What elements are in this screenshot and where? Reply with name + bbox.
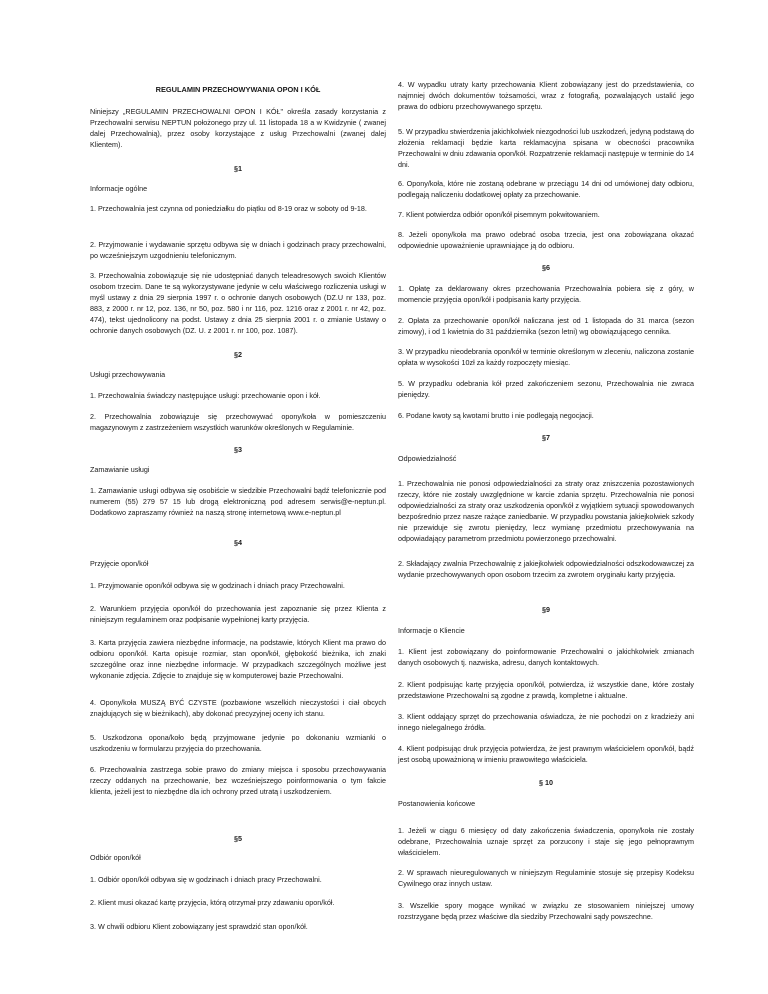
section-4-paragraph-6: 6. Przechowalnia zastrzega sobie prawo do zmiany miejsca i sposobu przechowywania rzeczy oddanych na przechowanie, bez wcześniejszego poinformowania o tym fakcie klienta, jeżeli jest to niezbędne dla ich ochrony przed utratą i uszkodzeniem.: [90, 765, 386, 796]
section-5-title: Odbiór opon/kół: [90, 853, 141, 862]
section-6-heading: §6: [542, 263, 550, 272]
section-1-paragraph-3: 3. Przechowalnia zobowiązuje się nie udostępniać danych teleadresowych swoich Klientów osobom trzecim. Dane te są wykorzystywane jedynie w celu właściwego rozliczenia usługi w myśl ustawy z dnia 29 sierpnia 1997 r. o ochronie danych osobowych (DZ.U nr 133, poz. 883, z 2000 r. nr 12, poz. 136, nr 50, poz. 580 i nr 116, poz. 1216 oraz z 2001 r. nr 42, poz. 474), tekst ujednolicony na podst. Ustawy z dnia 25 sierpnia 2001 r. o zmianie Ustawy o ochronie danych osobowych (DZ. U. z 2001 r. nr 100, poz. 1087).: [90, 271, 386, 335]
section-5-paragraph-2: 2. Klient musi okazać kartę przyjęcia, którą otrzymał przy zdawaniu opon/kół.: [90, 898, 335, 907]
section-4-heading: §4: [234, 538, 242, 547]
section-4-title: Przyjęcie opon/kół: [90, 559, 149, 568]
section-5-paragraph-1: 1. Odbiór opon/kół odbywa się w godzinach i dniach pracy Przechowalni.: [90, 875, 322, 884]
section-10-heading: § 10: [539, 778, 553, 787]
section-4-paragraph-2: 2. Warunkiem przyjęcia opon/kół do przechowania jest zapoznanie się przez Klienta z niniejszym regulaminem oraz podpisanie wypełnionej karty przyjęcia.: [90, 604, 386, 624]
section-9-paragraph-3: 3. Klient oddający sprzęt do przechowania oświadcza, że nie pochodzi on z kradzieży ani innego nielegalnego źródła.: [398, 712, 694, 732]
section-7-paragraph-1: 1. Przechowalnia nie ponosi odpowiedzialności za straty oraz zniszczenia pozostawionych rzeczy, które nie zostały uwzględnione w karcie zdania sprzętu. Przechowalnia nie ponosi odpowiedzialności za straty oraz uszkodzenia opon/kół z wyjątkiem sytuacji spowodowanych bezpośrednio przez nasze rażące zaniedbanie. W przypadku powstania jakiejkolwiek szkody nie przewiduje się zwrotu pieniędzy, lecz wymianę przedmiotu przechowywania na odpowiadający parametrom przedmiotu powierzonego przechowalni.: [398, 479, 694, 543]
section-5-paragraph-4: 4. W wypadku utraty karty przechowania Klient zobowiązany jest do przedstawienia, co najmniej dwóch dokumentów tożsamości, wraz z fotografią, pozwalających ustalić jego prawa do odbioru przechowywanego sprzętu.: [398, 80, 694, 111]
section-9-paragraph-2: 2. Klient podpisując kartę przyjęcia opon/kół, potwierdza, iż wszystkie dane, które zostały przedstawione Przechowalni są zgodne z prawdą, kompletne i aktualne.: [398, 680, 694, 700]
section-5-paragraph-8: 8. Jeżeli opony/koła ma prawo odebrać osoba trzecia, jest ona zobowiązana okazać odpowiednie upoważnienie uprawniające ją do odbioru.: [398, 230, 694, 250]
section-4-paragraph-3: 3. Karta przyjęcia zawiera niezbędne informacje, na podstawie, których Klient ma prawo do odbioru opon/kół. Karta opisuje rozmiar, stan opon/kół, głębokość bieżnika, ich znaki szczególne oraz inne niezbędne informacje. W przypadkach szczególnych możliwe jest wykonanie zdjęcia. Zdjęcie to znajduje się w komputerowej bazie Przechowalni.: [90, 638, 386, 680]
section-3-title: Zamawianie usługi: [90, 465, 150, 474]
section-2-heading: §2: [234, 350, 242, 359]
section-1-paragraph-1: 1. Przechowalnia jest czynna od poniedziałku do piątku od 8-19 oraz w soboty od 9-18.: [90, 204, 367, 213]
document-title: REGULAMIN PRZECHOWYWANIA OPON I KÓŁ: [155, 85, 321, 94]
section-5-heading: §5: [234, 834, 242, 843]
section-5-paragraph-5: 5. W przypadku stwierdzenia jakichkolwiek niezgodności lub uszkodzeń, jedyną podstawą do złożenia reklamacji będzie karta reklamacyjna spisana w obecności pracownika Przechowalni w dniu zdawania opon/kół. Rozpatrzenie reklamacji następuje w terminie do 14 dni.: [398, 127, 694, 169]
section-6-paragraph-3: 3. W przypadku nieodebrania opon/kół w terminie określonym w zleceniu, naliczona zostanie opłata w wysokości 10zł za każdy rozpoczęty miesiąc.: [398, 347, 694, 367]
section-1-heading: §1: [234, 164, 242, 173]
section-9-paragraph-1: 1. Klient jest zobowiązany do poinformowanie Przechowalni o jakichkolwiek zmianach danych osobowych tj. nazwiska, adresu, danych kontaktowych.: [398, 647, 694, 667]
section-3-paragraph-1: 1. Zamawianie usługi odbywa się osobiście w siedzibie Przechowalni bądź telefonicznie pod numerem (55) 279 57 15 lub drogą elektroniczną pod adresem serwis@e-neptun.pl. Dodatkowo zapraszamy również na naszą stronę internetową www.e-neptun.pl: [90, 486, 386, 517]
section-4-paragraph-4: 4. Opony/koła MUSZĄ BYĆ CZYSTE (pozbawione wszelkich nieczystości i ciał obcych znajdujących się w bieżnikach), aby dokonać precyzyjnej oceny ich stanu.: [90, 698, 386, 718]
section-10-paragraph-1: 1. Jeżeli w ciągu 6 miesięcy od daty zakończenia świadczenia, opony/koła nie zostały odebrane, Przechowalnia uznaje sprzęt za porzucony i staje się jego pełnoprawnym właścicielem.: [398, 826, 694, 857]
section-7-heading: §7: [542, 433, 550, 442]
section-2-paragraph-2: 2. Przechowalnia zobowiązuje się przechowywać opony/koła w pomieszczeniu magazynowym z zastrzeżeniem wszystkich warunków określonych w Regulaminie.: [90, 412, 386, 432]
section-2-paragraph-1: 1. Przechowalnia świadczy następujące usługi: przechowanie opon i kół.: [90, 391, 321, 400]
section-6-paragraph-2: 2. Opłata za przechowanie opon/kół naliczana jest od 1 listopada do 31 marca (sezon zimowy), i od 1 kwietnia do 31 października (sezon letni) wg obowiązującego cennika.: [398, 316, 694, 336]
section-9-heading: §9: [542, 605, 550, 614]
section-1-paragraph-2: 2. Przyjmowanie i wydawanie sprzętu odbywa się w dniach i godzinach pracy przechowalni, po wcześniejszym uzgodnieniu telefonicznym.: [90, 240, 386, 260]
section-9-paragraph-4: 4. Klient podpisując druk przyjęcia potwierdza, że jest prawnym właścicielem opon/kół, bądź jest osobą upoważnioną w imieniu prawowitego właściciela.: [398, 744, 694, 764]
section-10-paragraph-3: 3. Wszelkie spory mogące wynikać w związku ze stosowaniem niniejszej umowy rozstrzygane będą przez właściwe dla siedziby Przechowalni sądy powszechne.: [398, 901, 694, 921]
section-3-heading: §3: [234, 445, 242, 454]
section-5-paragraph-7: 7. Klient potwierdza odbiór opon/kół pisemnym pokwitowaniem.: [398, 210, 600, 219]
section-10-title: Postanowienia końcowe: [398, 799, 476, 808]
section-9-title: Informacje o Kliencie: [398, 626, 465, 635]
section-2-title: Usługi przechowywania: [90, 370, 166, 379]
section-10-paragraph-2: 2. W sprawach nieuregulowanych w niniejszym Regulaminie stosuje się przepisy Kodeksu Cywilnego oraz innych ustaw.: [398, 868, 694, 888]
section-4-paragraph-5: 5. Uszkodzona opona/koło będą przyjmowane jedynie po dokonaniu wzmianki o uszkodzeniu w formularzu przyjęcia do przechowania.: [90, 733, 386, 753]
section-4-paragraph-1: 1. Przyjmowanie opon/kół odbywa się w godzinach i dniach pracy Przechowalni.: [90, 581, 345, 590]
section-7-paragraph-2: 2. Składający zwalnia Przechowalnię z jakiejkolwiek odpowiedzialności odszkodowawczej za wydanie przechowywanych opon osobom trzecim za zwrotem oryginału karty przyjęcia.: [398, 559, 694, 579]
section-5-paragraph-6: 6. Opony/koła, które nie zostaną odebrane w przeciągu 14 dni od umówionej daty odbioru, podlegają naliczeniu dodatkowej opłaty za przechowanie.: [398, 179, 694, 199]
section-5-paragraph-3: 3. W chwili odbioru Klient zobowiązany jest sprawdzić stan opon/kół.: [90, 922, 308, 931]
intro-paragraph: Niniejszy „REGULAMIN PRZECHOWALNI OPON I KÓŁ" określa zasady korzystania z Przechowalni serwisu NEPTUN położonego przy ul. 11 listopada 18 a w Kwidzynie ( zwanej dalej Przechowalnią), przez osoby korzystające z usług Przechowalni (zwanej dalej Klientem).: [90, 107, 386, 149]
section-7-title: Odpowiedzialność: [398, 454, 457, 463]
section-6-paragraph-1: 1. Opłatę za deklarowany okres przechowania Przechowalnia pobiera się z góry, w momencie przyjęcia opon/kół i podpisania karty przyjęcia.: [398, 284, 694, 304]
section-6-paragraph-5: 5. W przypadku odebrania kół przed zakończeniem sezonu, Przechowalnia nie zwraca pieniędzy.: [398, 379, 694, 399]
section-1-title: Informacje ogólne: [90, 184, 148, 193]
section-6-paragraph-6: 6. Podane kwoty są kwotami brutto i nie podlegają negocjacji.: [398, 411, 594, 420]
